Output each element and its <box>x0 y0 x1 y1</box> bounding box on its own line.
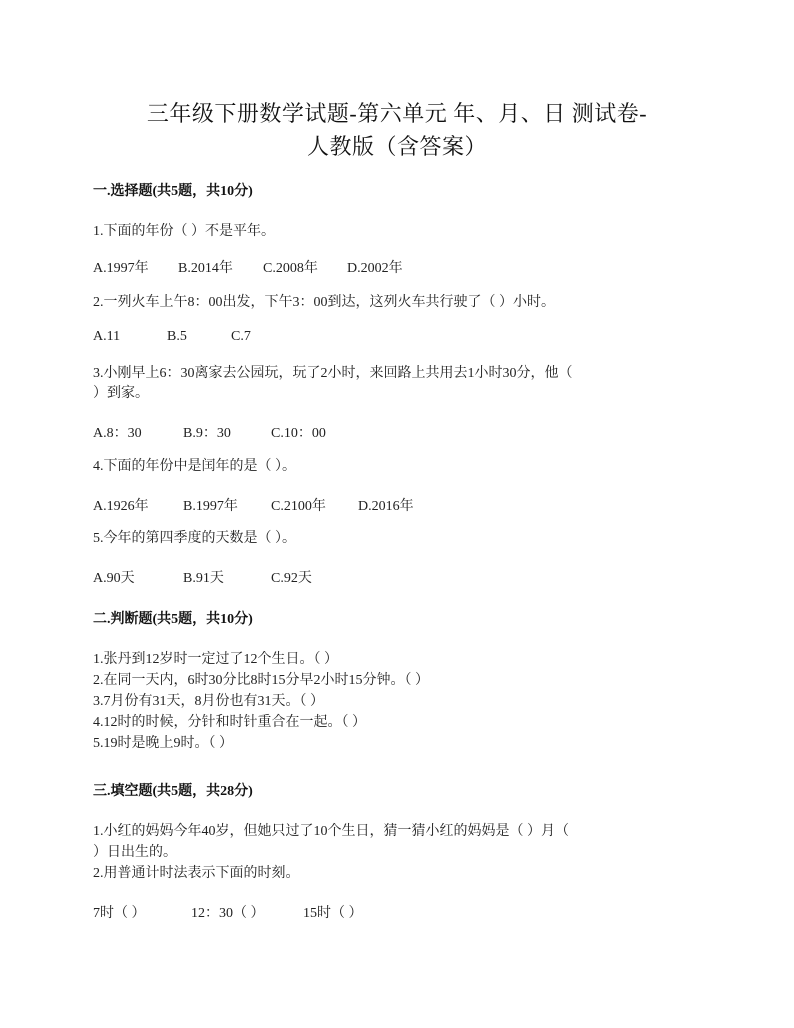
options-row <box>93 329 251 345</box>
question-text-line: 2.用普通计时法表示下面的时刻。 <box>93 866 300 881</box>
list-item: 2.在同一天内，6时30分比8时15分早2小时15分钟。（ ） <box>93 673 429 688</box>
option-item: C.7 <box>231 329 251 344</box>
question-text <box>93 364 573 404</box>
option-item: D.2002年 <box>347 261 403 276</box>
section-heading-choice: 一.选择题(共5题，共10分) <box>93 184 253 199</box>
section-heading-judgement: 二.判断题(共5题，共10分) <box>93 612 253 627</box>
time-item: 7时（ ） <box>93 906 146 921</box>
judgement-list <box>93 649 429 754</box>
option-item: A.90天 <box>93 571 135 586</box>
time-item: 15时（ ） <box>303 906 363 921</box>
option-item: D.2016年 <box>358 499 414 514</box>
option-item: C.2100年 <box>271 499 326 514</box>
question-text: 1.下面的年份（ ）不是平年。 <box>93 224 275 239</box>
question-text-line: 3.小刚早上6：30离家去公园玩，玩了2小时，来回路上共用去1小时30分，他（ <box>93 366 573 381</box>
option-item: A.1926年 <box>93 499 149 514</box>
time-item: 12：30（ ） <box>191 906 265 921</box>
title-line-1: 三年级下册数学试题-第六单元 年、月、日 测试卷- <box>146 101 648 126</box>
option-item: A.11 <box>93 329 121 344</box>
list-item: 5.19时是晚上9时。（ ） <box>93 736 233 751</box>
section-heading-fill-blank: 三.填空题(共5题，共28分) <box>93 784 253 799</box>
options-row <box>93 495 414 515</box>
option-item: A.1997年 <box>93 261 149 276</box>
option-item: B.5 <box>167 329 187 344</box>
question-text-line: ）日出生的。 <box>93 845 177 860</box>
option-item: B.9：30 <box>183 426 231 441</box>
list-item: 1.张丹到12岁时一定过了12个生日。（ ） <box>93 652 338 667</box>
options-row <box>93 422 326 442</box>
option-item: C.92天 <box>271 571 312 586</box>
option-item: B.2014年 <box>178 261 233 276</box>
option-item: C.2008年 <box>263 261 318 276</box>
fill-blank-list <box>93 821 569 884</box>
question-text: 4.下面的年份中是闰年的是（ ）。 <box>93 459 296 474</box>
list-item: 3.7月份有31天，8月份也有31天。（ ） <box>93 694 324 709</box>
question-text: 2.一列火车上午8：00出发，下午3：00到达，这列火车共行驶了（ ）小时。 <box>93 295 555 310</box>
option-item: C.10：00 <box>271 426 326 441</box>
title-line-2: 人教版（含答案） <box>306 134 487 159</box>
options-row <box>93 567 312 587</box>
question-text-line: ）到家。 <box>93 386 149 401</box>
option-item: B.91天 <box>183 571 224 586</box>
list-item: 4.12时的时候，分针和时针重合在一起。（ ） <box>93 715 366 730</box>
times-row <box>93 902 363 922</box>
option-item: B.1997年 <box>183 499 238 514</box>
option-item: A.8：30 <box>93 426 142 441</box>
question-text: 5.今年的第四季度的天数是（ ）。 <box>93 531 296 546</box>
question-text-line: 1.小红的妈妈今年40岁，但她只过了10个生日，猜一猜小红的妈妈是（ ）月（ <box>93 824 569 839</box>
options-row <box>93 257 403 277</box>
